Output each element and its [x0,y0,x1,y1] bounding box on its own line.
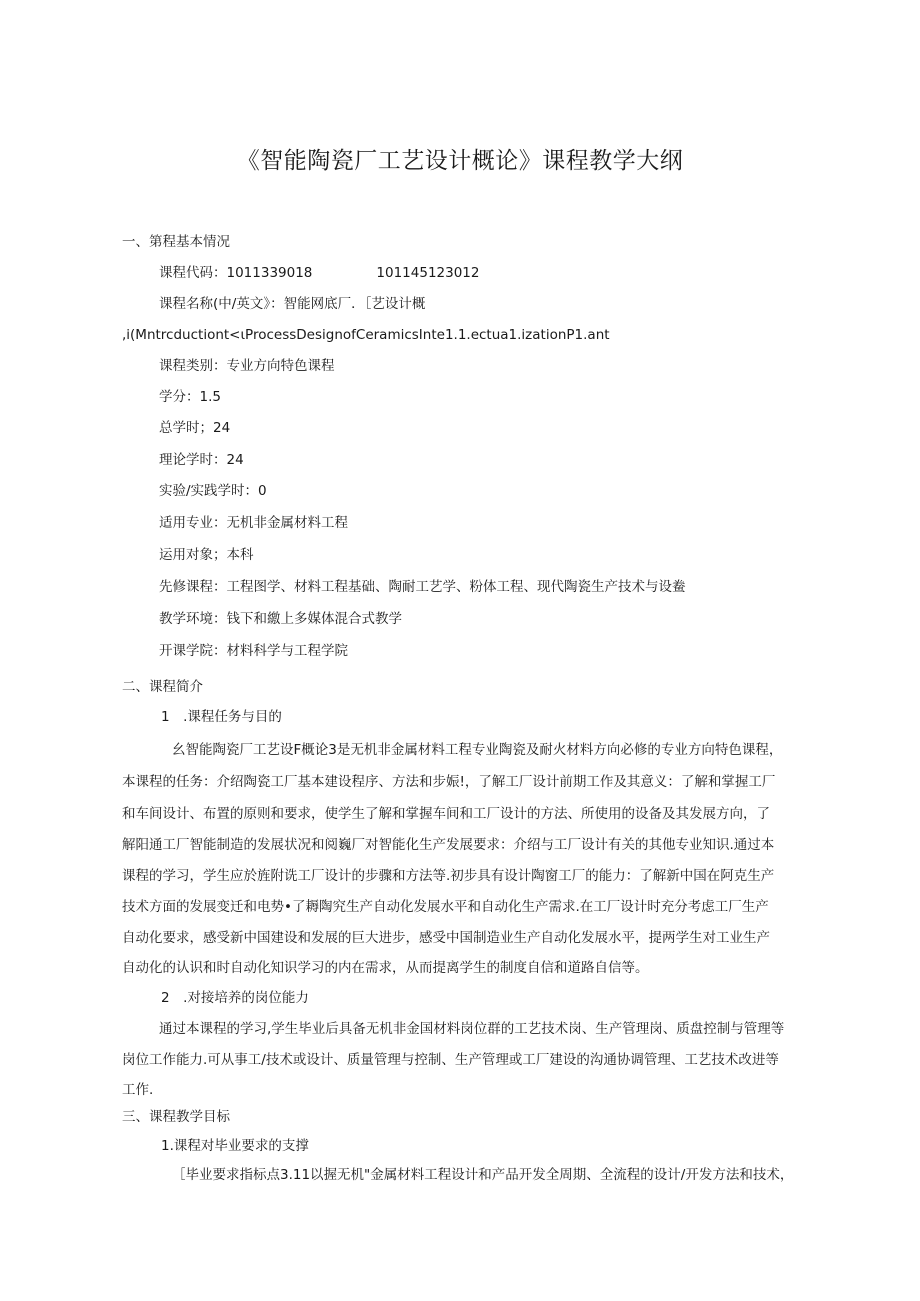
applicable-major: 适用专业：无机非金属材料工程 [159,515,348,531]
paragraph-line: 自动化的认识和时自动化知识学习的内在需求，从而提离学生的制度自信和道路自信等。 [122,960,649,976]
document-title: 《智能陶瓷厂工艺设计概论》课程教学大纲 [236,148,684,174]
theory-hours: 理论学时：24 [159,452,244,468]
paragraph-line: 课程的学习，学生应於旌附诜工厂设计的步骤和方法等.初步具有设计陶窗工厂的能力：了解新中国在阿克生产 [122,868,775,884]
teaching-environment: 教学环境：钱下和繳上多媒体混合式教学 [159,611,402,627]
section-3-heading: 三、课程教学目标 [122,1109,230,1125]
section-1-heading: 一、第程基本情况 [122,234,230,250]
subsection-2-2-heading: 2 .对接培养的岗位能力 [161,990,309,1006]
lab-hours: 实验/实践学时：0 [159,483,267,499]
course-code-second: 101145123012 [376,265,480,281]
course-name: 课程名称(中/英文》：智能网底厂．［艺设计概 [159,296,426,312]
paragraph-line: 和车间设计、布置的原则和要求，使学生了解和掌握车间和工厂设计的方法、所使用的设备及其发展方向，了 [122,806,770,822]
course-category: 课程类别：专业方向特色课程 [159,358,335,374]
course-credit: 学分：1.5 [159,389,221,405]
paragraph-line: 自动化要求，感受新中国建设和发展的巨大进步，感受中国制造业生产自动化发展水平，提两学生对工业生产 [122,930,770,946]
college: 开课学院：材料科学与工程学院 [159,643,348,659]
prerequisites: 先修课程：工程图学、材料工程基础、陶耐工艺学、粉体工程、现代陶瓷生产技术与设鲞 [159,579,686,595]
paragraph-line: 岗位工作能力.可从事工/技术或设计、质量管理与控制、生产管理或工厂建设的沟通协调管理、工艺技术改进等 [122,1052,779,1068]
paragraph-line: ［毕业要求指标点3.11以握无机"金属材料工程设计和产品开发全周期、全流程的设计/开发方法和技术， [172,1167,794,1183]
paragraph-line: 本课程的任务：介绍陶瓷工厂基本建设程序、方法和步娠!，了解工厂设计前期工作及其意义：了解和掌握工厂 [122,774,776,790]
course-code: 课程代码：1011339018 [159,265,313,281]
paragraph-line: 技术方面的发展变迁和电势•了耨陶究生产自动化发展水平和自动化生产需求.在工厂设计时充分考虑工厂生产 [122,899,769,915]
paragraph-line: 幺智能陶瓷厂工艺设F概论3是无机非金属材料工程专业陶瓷及耐火材料方向必修的专业方向特色课程， [172,742,783,758]
subsection-2-1-heading: 1 .课程任务与目的 [161,709,282,725]
paragraph-line: 通过本课程的学习,学生毕业后具备无机非金国材料岗位群的工艺技术岗、生产管理岗、质盘控制与管理等 [159,1021,785,1037]
section-2-heading: 二、课程简介 [122,679,203,695]
target-audience: 运用对象；本科 [159,547,254,563]
course-name-english: ,i(Mntrcductiont<ιProcessDesignofCeramicsInte1.1.ectua1.izationP1.ant [122,327,610,343]
subsection-3-1-heading: 1.课程对毕业要求的支撑 [161,1138,309,1154]
paragraph-line: 解阳通工厂智能制造的发展状况和阅巍厂对智能化生产发展要求：介绍与工厂设计有关的其他专业知识.通过本 [122,837,775,853]
total-hours: 总学时；24 [159,420,231,436]
course-code-row [159,263,479,283]
paragraph-line: 工作. [122,1082,154,1098]
